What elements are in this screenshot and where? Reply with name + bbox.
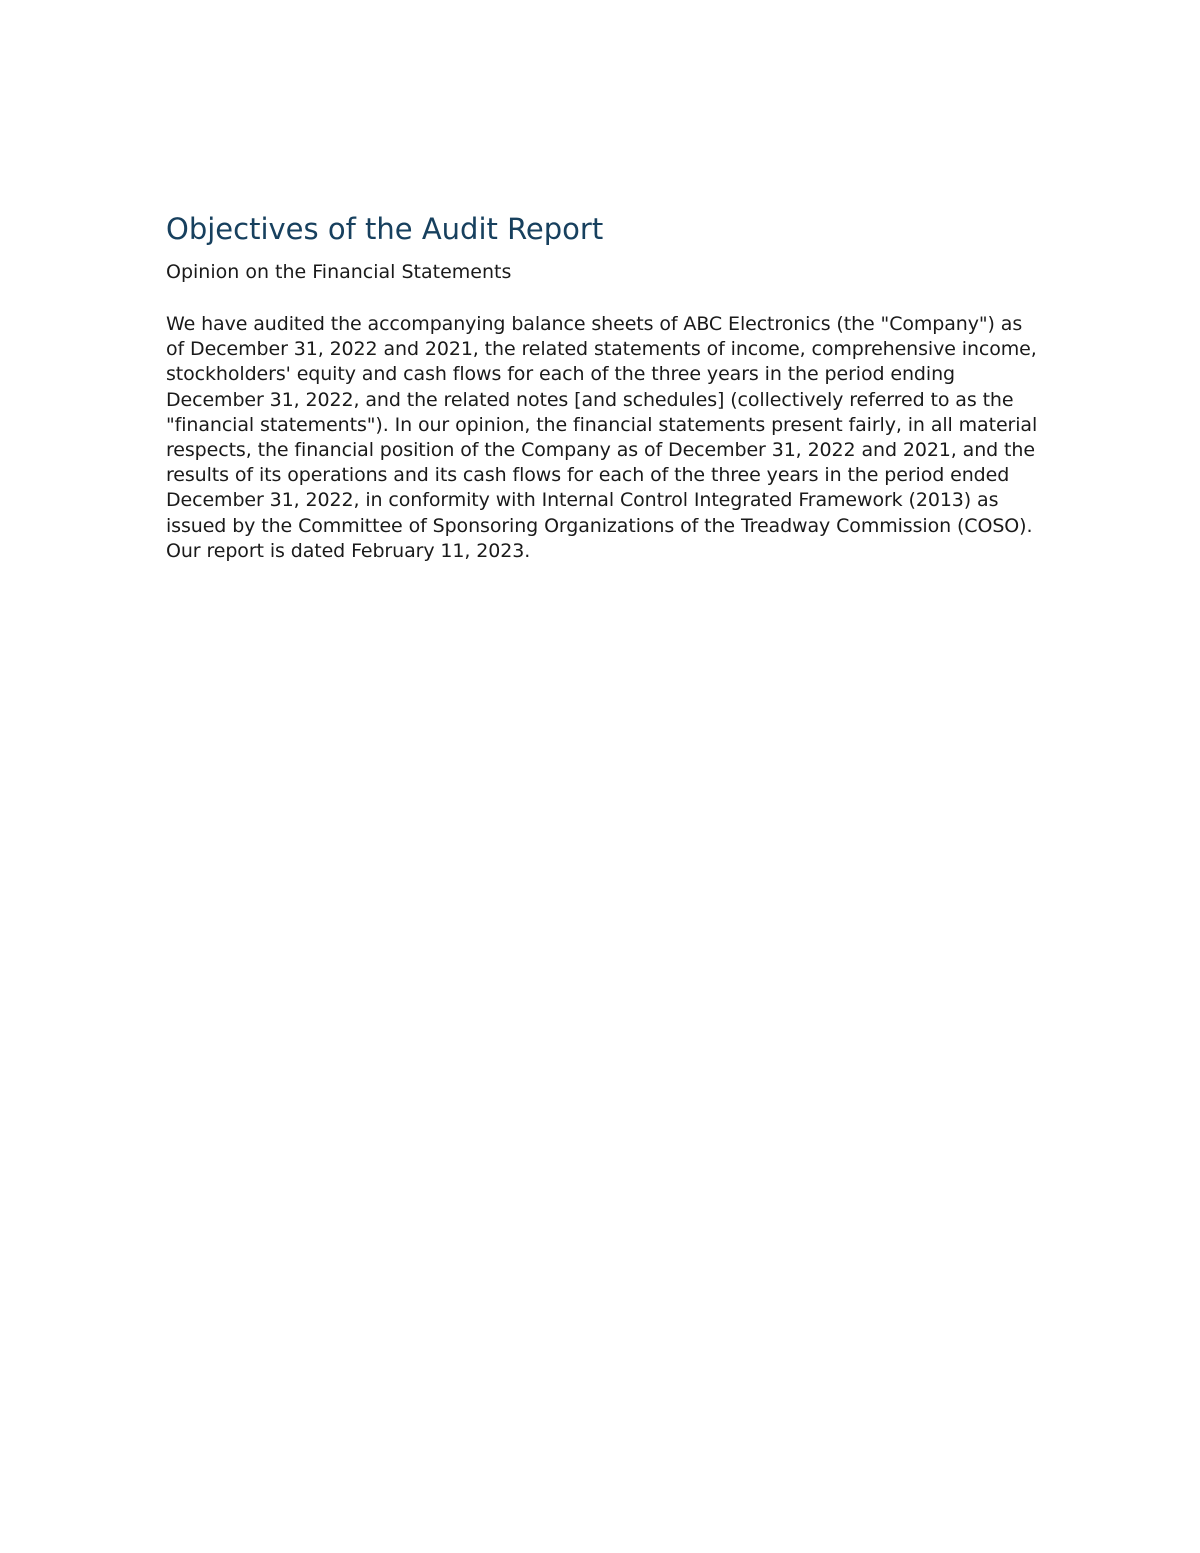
document-content [166,208,1046,564]
document-title: Objectives of the Audit Report [166,212,604,246]
body-paragraph: We have audited the accompanying balance sheets of ABC Electronics (the "Company") as of December 31, 2022 and 2021, the related statements of income, comprehensive income, stockholders' equity and cash flows for each of the three years in the period ending December 31, 2022, and the related notes [and schedules] (collectively referred to as the "financial statements"). In our opinion, the financial statements present fairly, in all material respects, the financial position of the Company as of December 31, 2022 and 2021, and the results of its operations and its cash flows for each of the three years in the period ended December 31, 2022, in conformity with Internal Control Integrated Framework (2013) as issued by the Committee of Sponsoring Organizations of the Treadway Commission (COSO). Our report is dated February 11, 2023. [166,313,1038,562]
section-heading: Opinion on the Financial Statements [166,261,512,283]
